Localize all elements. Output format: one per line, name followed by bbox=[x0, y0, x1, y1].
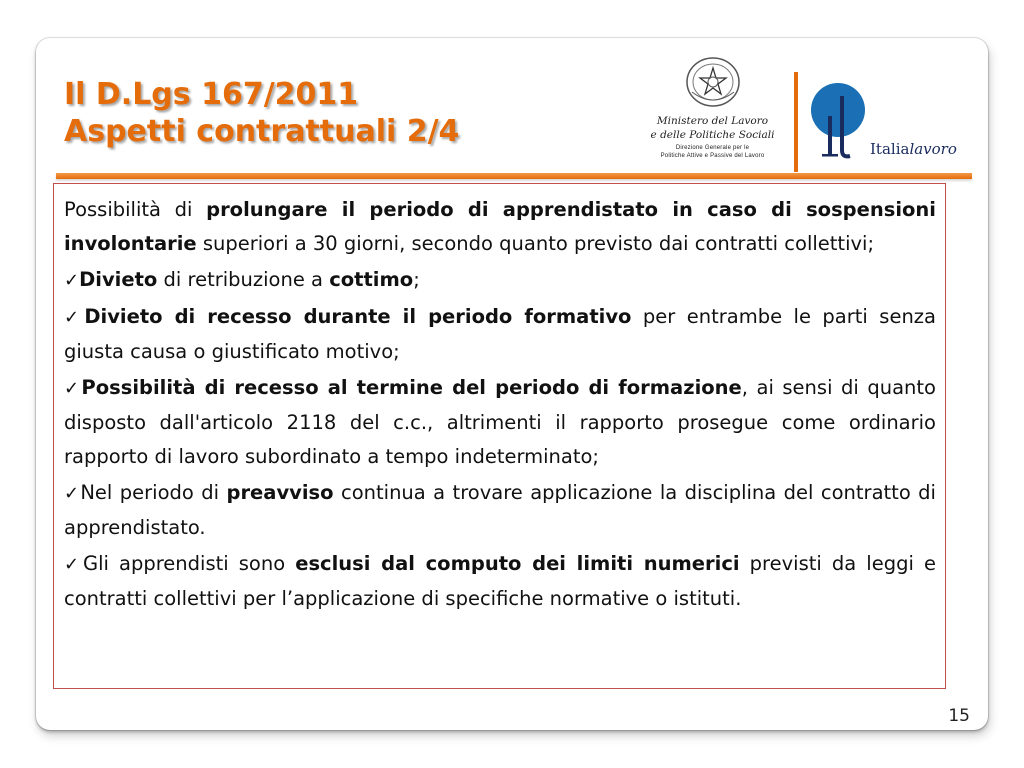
intro-paragraph bbox=[64, 193, 936, 261]
ministry-logo bbox=[640, 56, 785, 166]
item5-text-2: previsti da leggi e contratti collettivi per l’applicazione di specifiche normative o istituti. bbox=[64, 552, 936, 610]
item4-text-1: Nel periodo di bbox=[80, 481, 227, 504]
item4-bold: preavviso bbox=[226, 481, 334, 504]
page-number: 15 bbox=[948, 706, 970, 726]
item1-bold-2: cottimo bbox=[329, 268, 414, 291]
item4-text-2: continua a trovare applicazione la disciplina del contratto di apprendistato. bbox=[64, 481, 936, 539]
logo-divider bbox=[794, 72, 798, 172]
italialavoro-logo bbox=[808, 80, 978, 164]
slide-title bbox=[64, 76, 624, 150]
italialavoro-mark-icon bbox=[808, 80, 874, 164]
header-rule bbox=[56, 173, 972, 179]
item5-text-1: Gli apprendisti sono bbox=[82, 552, 296, 575]
item2-text: per entrambe le parti senza giusta causa o giustificato motivo; bbox=[64, 305, 936, 363]
ministry-name-line-2: e delle Politiche Sociali bbox=[650, 129, 775, 141]
intro-text-2: superiori a 30 giorni, secondo quanto previsto dai contratti collettivi; bbox=[196, 232, 875, 255]
intro-bold: prolungare il periodo di apprendistato in caso di sospensioni involontarie bbox=[64, 198, 936, 255]
ministry-department-line-1: Direzione Generale per le bbox=[675, 145, 750, 151]
list-item bbox=[64, 300, 936, 369]
italian-emblem-icon bbox=[684, 56, 742, 108]
list-item bbox=[64, 476, 936, 545]
content-box bbox=[53, 183, 946, 689]
item1-text-1: di retribuzione a bbox=[157, 268, 330, 291]
item1-text-2: ; bbox=[413, 268, 420, 291]
checkmark-icon: ✓ bbox=[64, 307, 85, 328]
checkmark-icon: ✓ bbox=[64, 378, 82, 399]
intro-text-1: Possibilità di bbox=[64, 198, 207, 221]
wordmark-regular: Italia bbox=[870, 140, 910, 158]
ministry-department-line-2: Politiche Attive e Passive del Lavoro bbox=[660, 153, 765, 159]
list-item bbox=[64, 547, 936, 616]
checkmark-icon: ✓ bbox=[64, 554, 83, 575]
wordmark-italic: lavoro bbox=[909, 140, 957, 158]
checkmark-icon: ✓ bbox=[64, 483, 81, 504]
item3-bold: Possibilità di recesso al termine del periodo di formazione bbox=[81, 376, 742, 399]
item5-bold: esclusi dal computo dei limiti numerici bbox=[295, 552, 740, 575]
title-line-2: Aspetti contrattuali 2/4 bbox=[64, 114, 460, 149]
list-item bbox=[64, 371, 936, 474]
item3-text: , ai sensi di quanto disposto dall'articolo 2118 del c.c., altrimenti il rapporto prosegue come ordinario rapporto di lavoro subordinato a tempo indeterminato; bbox=[64, 376, 936, 468]
item1-bold-1: Divieto bbox=[79, 268, 158, 291]
ministry-name bbox=[640, 114, 785, 142]
ministry-name-line-1: Ministero del Lavoro bbox=[656, 115, 769, 127]
list-item bbox=[64, 263, 936, 298]
ministry-department bbox=[640, 144, 785, 160]
checkmark-icon: ✓ bbox=[64, 270, 80, 291]
item2-bold: Divieto di recesso durante il periodo formativo bbox=[84, 305, 632, 328]
italialavoro-wordmark bbox=[870, 140, 957, 158]
title-line-1: Il D.Lgs 167/2011 bbox=[64, 77, 359, 112]
